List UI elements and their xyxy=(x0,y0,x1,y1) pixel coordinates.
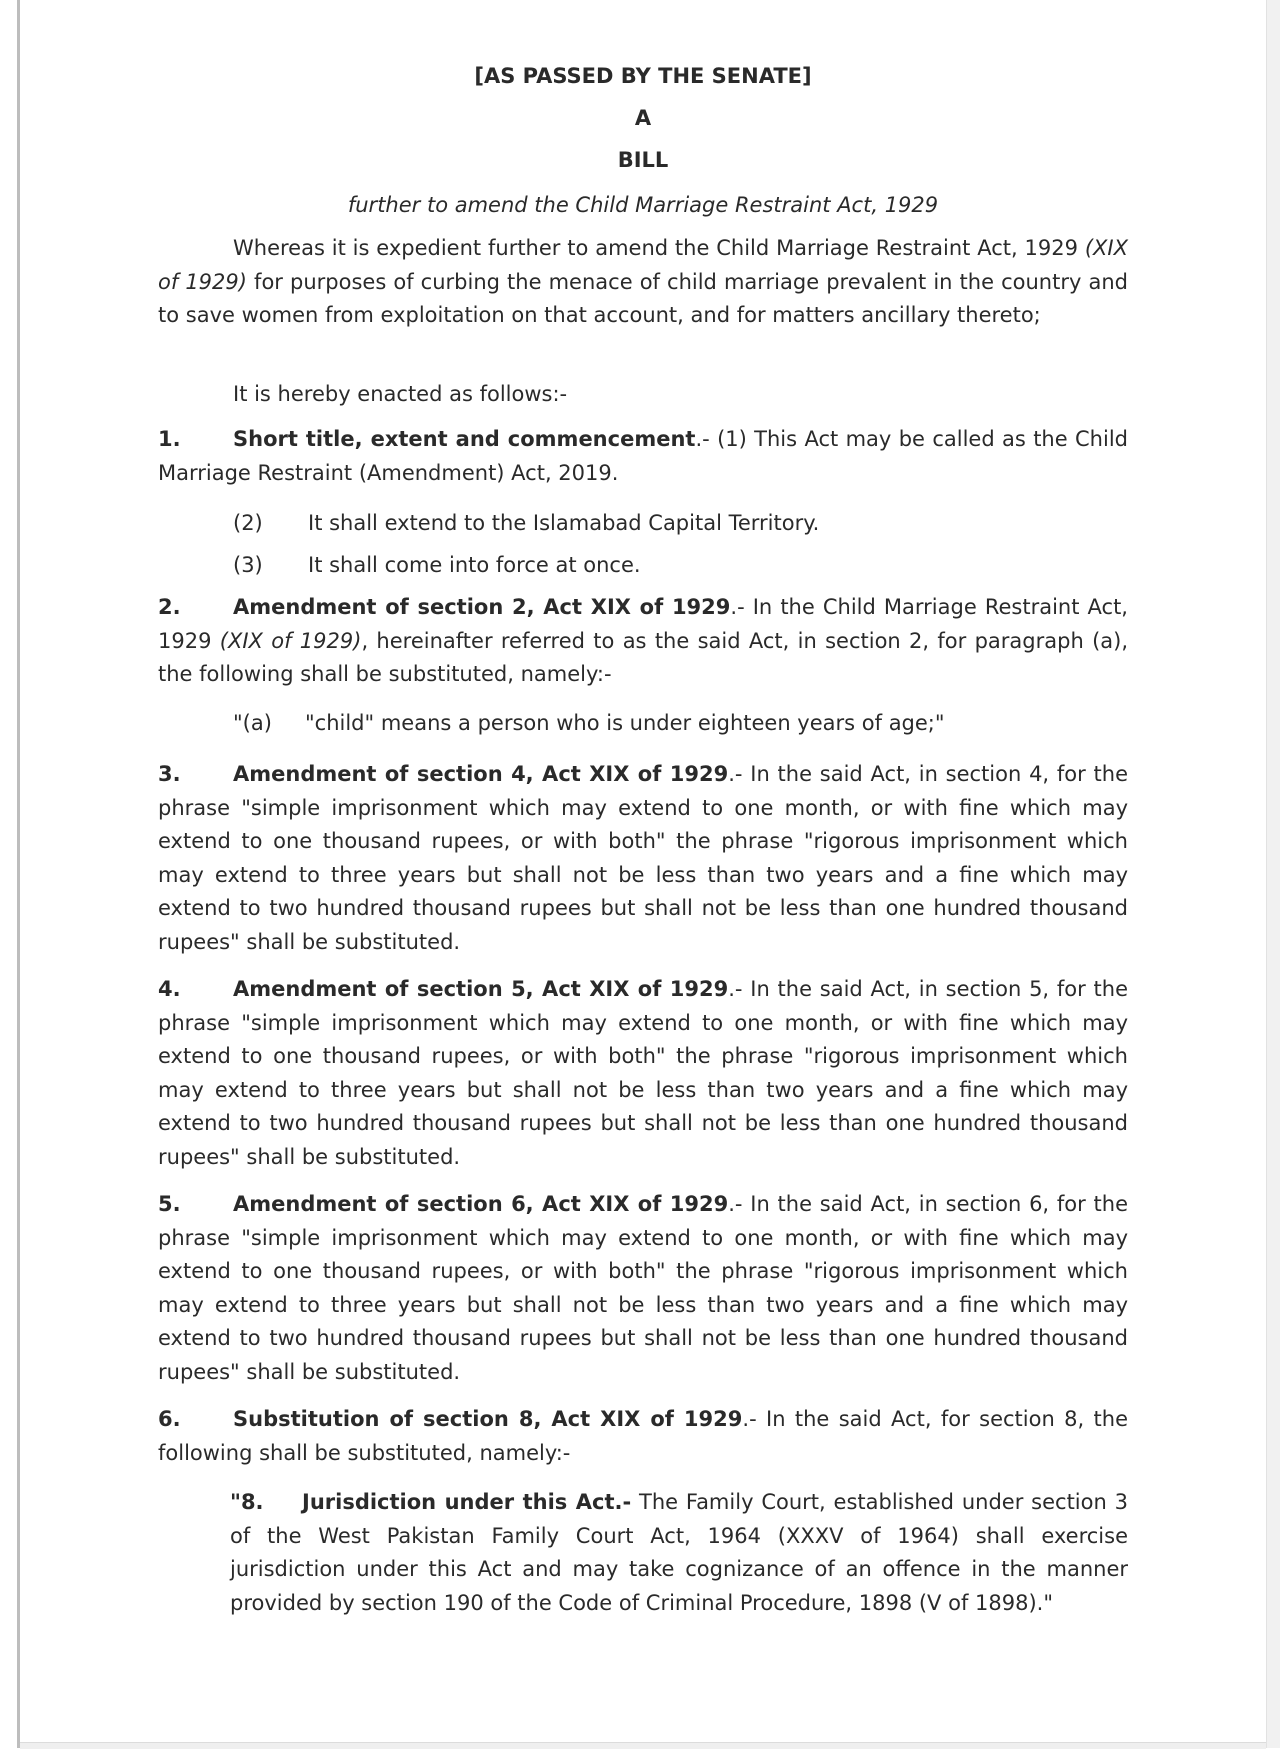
section-body: In the said Act, in section 6, for the phrase "simple imprisonment which may extend to one month, or with fine which may extend to one thousand rupees, or with both" the phrase "rigorous imprisonment which may extend to three years but shall not be less than two years and a fine which may extend to two hundred thousand rupees but shall not be less than one hundred thousand rupees" shall be substituted. xyxy=(158,1192,1128,1384)
quote-heading: Jurisdiction under this Act.- xyxy=(302,1490,632,1514)
section-dash: .- xyxy=(728,977,751,1001)
subclause-3 xyxy=(233,549,1128,583)
bill-subtitle: further to amend the Child Marriage Restraint Act, 1929 xyxy=(347,193,939,217)
section-body: (1) This Act may be called as the Child Marriage Restraint (Amendment) Act, 2019. xyxy=(158,427,1128,485)
section-number: 6. xyxy=(158,1407,181,1431)
subclause-text: It shall come into force at once. xyxy=(308,553,641,577)
section-number: 5. xyxy=(158,1192,181,1216)
scan-left-edge xyxy=(17,0,20,1748)
bill-status: [AS PASSED BY THE SENATE] xyxy=(474,64,812,88)
section-body: In the said Act, in section 5, for the phrase "simple imprisonment which may extend to one month, or with fine which may extend to one thousand rupees, or with both" the phrase "rigorous imprisonment which may extend to three years but shall not be less than two years and a fine which may extend to two hundred thousand rupees but shall not be less than one hundred thousand rupees" shall be substituted. xyxy=(158,977,1128,1169)
section-number: 3. xyxy=(158,762,181,786)
section-heading: Amendment of section 6, Act XIX of 1929 xyxy=(233,1192,729,1216)
section-5 xyxy=(158,1188,1128,1389)
substituted-section-8 xyxy=(230,1486,1128,1620)
enactment-clause: It is hereby enacted as follows:- xyxy=(233,382,568,406)
section-6 xyxy=(158,1403,1128,1470)
section-body: In the said Act, for section 8, the following shall be substituted, namely:- xyxy=(158,1407,1128,1465)
subclause-text: It shall extend to the Islamabad Capital Territory. xyxy=(308,511,820,535)
section-heading: Short title, extent and commencement xyxy=(233,427,696,451)
preamble-text-1: Whereas it is expedient further to amend the Child Marriage Restraint Act, 1929 xyxy=(233,236,1085,260)
section-citation: (XIX of 1929) xyxy=(219,628,362,653)
section-4 xyxy=(158,973,1128,1174)
section-2 xyxy=(158,591,1128,692)
scan-right-edge xyxy=(1266,0,1280,1748)
section-dash: .- xyxy=(742,1407,767,1431)
subclause-label: (3) xyxy=(233,553,263,577)
quote-body: The Family Court, established under section 3 of the West Pakistan Family Court Act, 1964 (XXXV of 1964) shall exercise jurisdiction under this Act and may take cognizance of an offence in the manner provided by section 190 of the Code of Criminal Procedure, 1898 (V of 1898)." xyxy=(230,1490,1128,1615)
section-heading: Amendment of section 5, Act XIX of 1929 xyxy=(233,977,729,1001)
preamble-text-2: for purposes of curbing the menace of child marriage prevalent in the country and to save women from exploitation on that account, and for matters ancillary thereto; xyxy=(158,269,1128,327)
subclause-label: (2) xyxy=(233,511,263,535)
section-number: 2. xyxy=(158,595,181,619)
quote-label: "(a) xyxy=(233,711,272,735)
substituted-paragraph-a xyxy=(233,707,1128,741)
section-heading: Substitution of section 8, Act XIX of 1929 xyxy=(233,1407,743,1431)
section-number: 1. xyxy=(158,427,181,451)
section-dash: .- xyxy=(728,762,751,786)
section-3 xyxy=(158,758,1128,959)
subclause-2 xyxy=(233,507,1128,541)
quote-number: "8. xyxy=(230,1490,264,1514)
section-dash: .- xyxy=(730,595,753,619)
section-body-1: In the Child Marriage Restraint Act, 1929 xyxy=(158,595,1128,653)
section-dash: .- xyxy=(695,427,718,451)
section-heading: Amendment of section 4, Act XIX of 1929 xyxy=(233,762,729,786)
section-body: In the said Act, in section 4, for the phrase "simple imprisonment which may extend to one month, or with fine which may extend to one thousand rupees, or with both" the phrase "rigorous imprisonment which may extend to three years but shall not be less than two years and a fine which may extend to two hundred thousand rupees but shall not be less than one hundred thousand rupees" shall be substituted. xyxy=(158,762,1128,954)
preamble-citation: (XIX of 1929) xyxy=(158,236,1128,294)
section-1 xyxy=(158,423,1128,490)
section-heading: Amendment of section 2, Act XIX of 1929 xyxy=(233,595,731,619)
section-body-2: , hereinafter referred to as the said Act, in section 2, for paragraph (a), the following shall be substituted, namely:- xyxy=(158,628,1129,686)
section-number: 4. xyxy=(158,977,181,1001)
preamble xyxy=(158,232,1128,333)
bill-article: A xyxy=(634,106,652,130)
bill-type: BILL xyxy=(617,148,669,172)
quote-text: "child" means a person who is under eighteen years of age;" xyxy=(305,711,945,735)
section-dash: .- xyxy=(728,1192,751,1216)
